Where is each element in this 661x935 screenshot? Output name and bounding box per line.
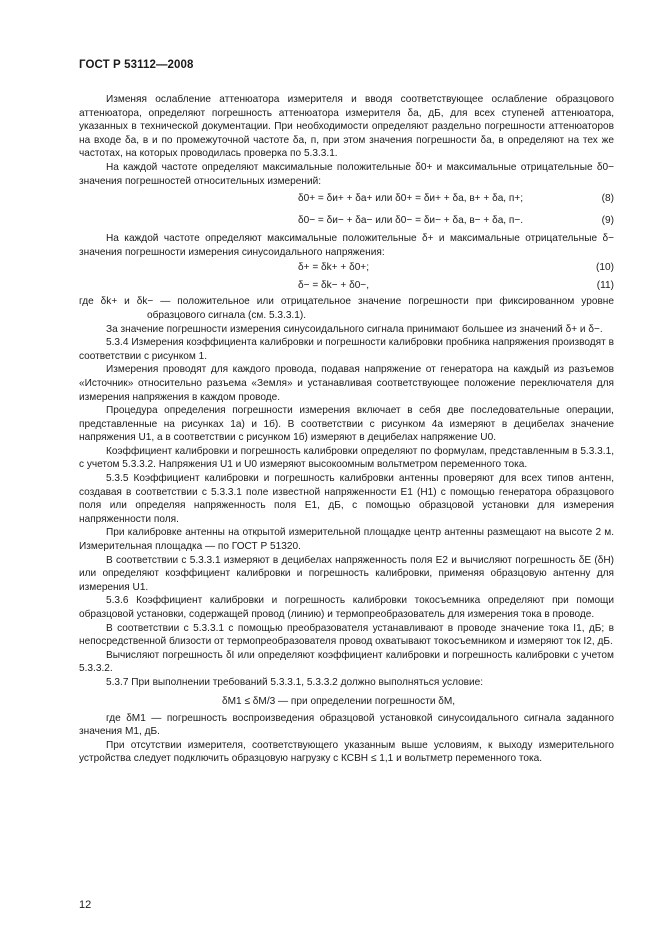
paragraph: 5.3.7 При выполнении требований 5.3.3.1, 5.3.3.2 должно выполняться условие: [106, 676, 484, 688]
where-clause: где δk+ и δk− — положительное или отрицательное значение погрешности при фиксированном уровне образцового сигнала (см. 5.3.3.1). [79, 296, 614, 321]
equation-formula: δ− = δk− + δ0−, [298, 280, 370, 292]
paragraph: Процедура определения погрешности измерения включает в себя две последовательные операции, представленные на рисунках 1а) и 1б). В соответствии с рисунком 4а измеряют в децибелах значение напряжения U1, а в соответствии с рисунком 1б) измеряют в децибелах напряжение U0. [79, 405, 614, 444]
paragraph: При отсутствии измерителя, соответствующего указанным выше условиям, к выходу измерительного устройства следует подключить образцовую нагрузку с КСВН ≤ 1,1 и вольтметр переменного тока. [79, 739, 614, 765]
paragraph: 5.3.6 Коэффициент калибровки и погрешность калибровки токосъемника определяют при помощи образцовой установки, содержащей провод (линию) и термопреобразователь для измерения тока в проводе. [79, 595, 614, 620]
equation-formula: δ0+ = δи+ + δа+ или δ0+ = δи+ + δа, в+ + δа, п+; [298, 193, 524, 205]
equation-10 [79, 259, 614, 277]
paragraph: Изменяя ослабление аттенюатора измерителя и вводя соответствующее ослабление образцового аттенюатора, определяют погрешность аттенюатора измерителя δа, дБ, для всех ступеней аттенюатора, указанных в технической документации. При необходимости определяют раздельно погрешности аттенюаторов на входе δа, в и по промежуточной частоте δа, п, при этом значения погрешности δа, в определяют на тех же частотах, на которых проводилась проверка по 5.3.3.1. [79, 94, 614, 160]
standard-header: ГОСТ Р 53112—2008 [79, 59, 194, 71]
paragraph: При калибровке антенны на открытой измерительной площадке центр антенны размещают на высоте 2 м. Измерительная площадка — по ГОСТ Р 51320. [79, 527, 614, 553]
equation-number: (9) [601, 215, 614, 227]
equation-11 [79, 277, 614, 295]
paragraph: В соответствии с 5.3.3.1 с помощью преобразователя устанавливают в проводе значение тока I1, дБ; в непосредственной близости от термопреобразователя провод охватывают токосъемником и измеряют ток I2, дБ. [79, 622, 614, 648]
equation-8 [79, 188, 614, 210]
page-number: 12 [79, 899, 92, 911]
paragraph: Измерения проводят для каждого провода, подавая напряжение от генератора на каждый из разъемов «Источник» относительно разъема «Земля» и устанавливая соответствующее положение переключателя для измерения напряжения в каждом проводе. [79, 364, 614, 403]
equation-number: (10) [596, 262, 614, 274]
equation-number: (8) [601, 193, 614, 205]
paragraph: 5.3.4 Измерения коэффициента калибровки и погрешности калибровки пробника напряжения производят в соответствии с рисунком 1. [79, 337, 614, 362]
equation-formula: δ0− = δи− + δа− или δ0− = δи− + δа, в− + δа, п−. [298, 215, 524, 227]
equation-number: (11) [596, 280, 614, 292]
paragraph: На каждой частоте определяют максимальные положительные δ0+ и максимальные отрицательные δ0− значения погрешностей относительных измерений: [79, 161, 614, 187]
paragraph: За значение погрешности измерения синусоидального сигнала принимают большее из значений δ+ и δ−. [106, 323, 603, 335]
paragraph: В соответствии с 5.3.3.1 измеряют в децибелах напряженность поля E2 и вычисляют погрешность δE (δH) или определяют коэффициент калибровки и погрешность калибровки, применяя образцовую антенну для измерения U1. [79, 554, 614, 593]
paragraph: Вычисляют погрешность δI или определяют коэффициент калибровки и погрешность калибровки с учетом 5.3.3.2. [79, 649, 614, 675]
equation-9 [79, 210, 614, 232]
paragraph: На каждой частоте определяют максимальные положительные δ+ и максимальные отрицательные δ− значения погрешности измерения синусоидального напряжения: [79, 233, 614, 258]
equation-condition: δM1 ≤ δM/3 — при определении погрешности δM, [222, 695, 456, 707]
where-clause: где δM1 — погрешность воспроизведения образцовой установкой синусоидального сигнала заданного значения M1, дБ. [79, 712, 614, 738]
equation-formula: δ+ = δk+ + δ0+; [298, 262, 370, 274]
paragraph: Коэффициент калибровки и погрешность калибровки определяют по формулам, представленным в 5.3.3.1, с учетом 5.3.3.2. Напряжения U1 и U0 измеряют высокоомным вольтметром переменного тока. [79, 445, 614, 471]
paragraph: 5.3.5 Коэффициент калибровки и погрешность калибровки антенны проверяют для всех типов антенн, создавая в соответствии с 5.3.3.1 поле известной напряженности E1 (H1) с помощью генератора образцового поля или определяя напряженность поля E1, дБ, с помощью образцовой установки для измерения напряженности поля. [79, 473, 614, 525]
page-body [79, 93, 614, 766]
